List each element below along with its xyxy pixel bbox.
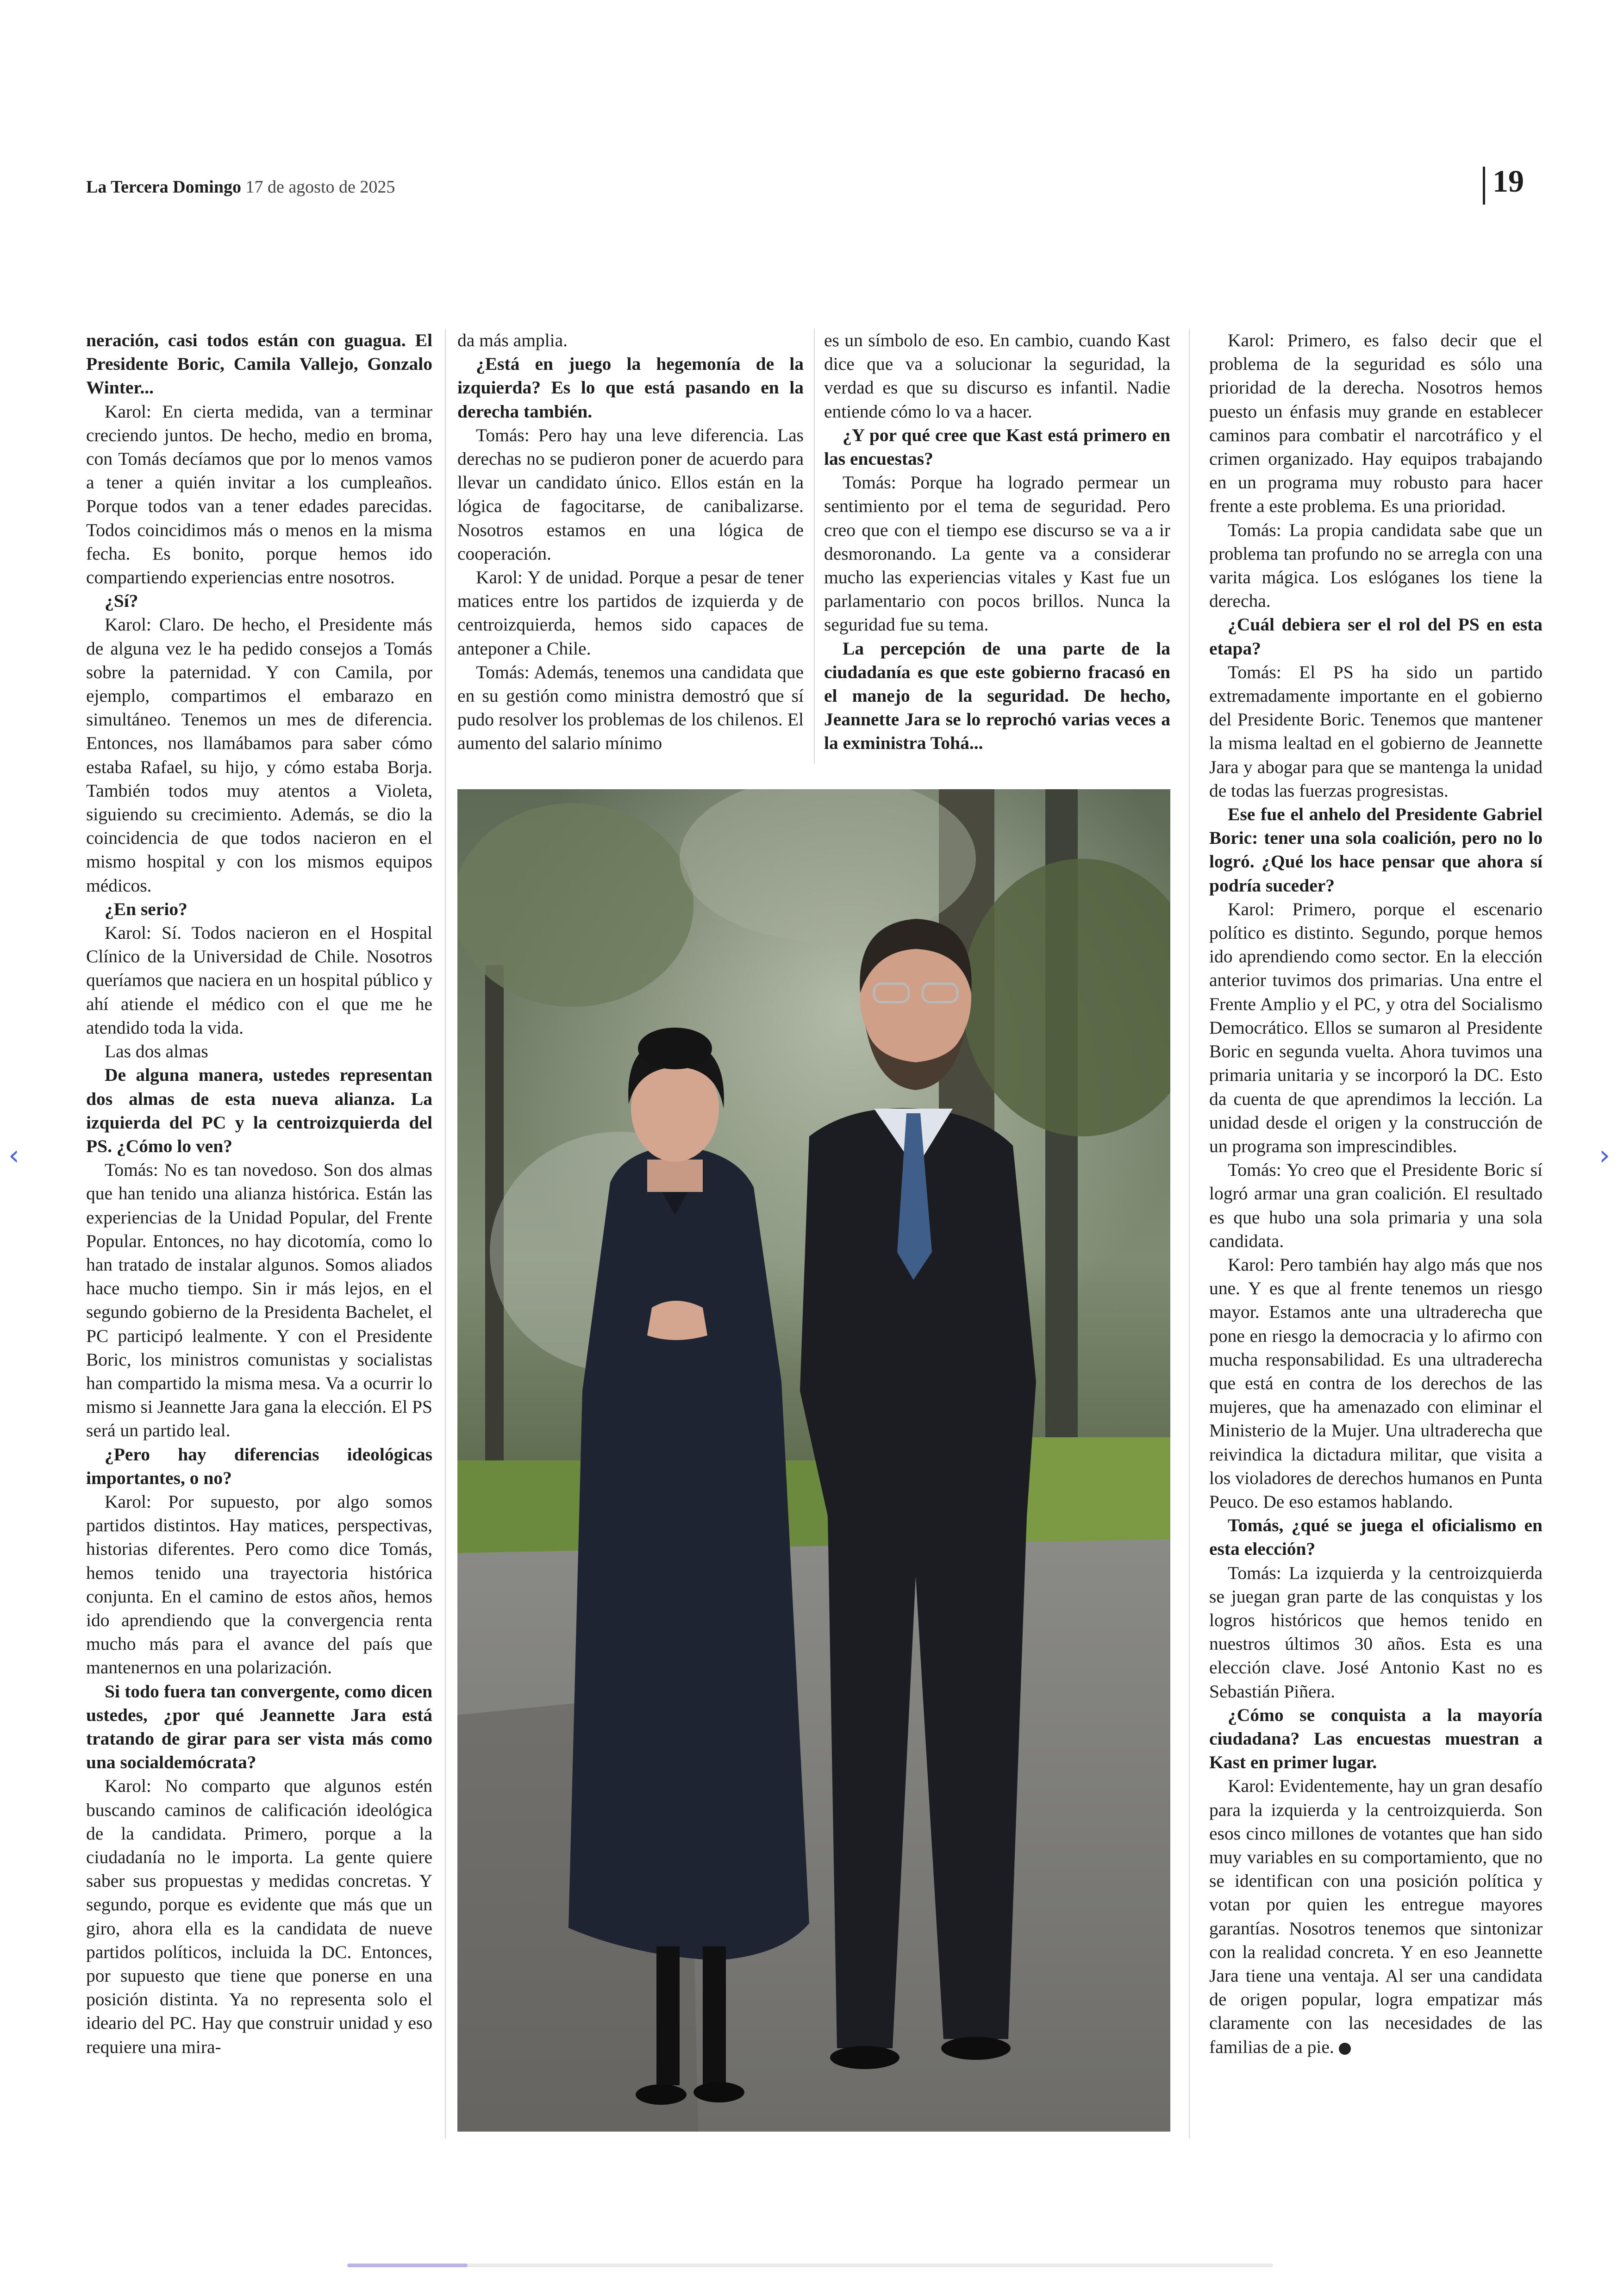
interview-question: ¿En serio? [105, 898, 187, 919]
chevron-right-icon: › [1599, 1139, 1610, 1172]
interview-question: ¿Cuál debiera ser el rol del PS en esta etapa? [1209, 614, 1543, 659]
article-column-3 [824, 329, 1170, 764]
article-paragraph: Tomás: Porque ha logrado permear un sentimiento por el tema de seguridad. Pero creo que con el tiempo ese discurso se va a ir desmoronando. La gente va a considerar mucho las experiencias vitales y Kast fue un parlamentario con pocos brillos. Nunca la seguridad fue su tema. [824, 472, 1170, 635]
publication-date: 17 de agosto de 2025 [245, 177, 395, 197]
interview-question: La percepción de una parte de la ciudadanía es que este gobierno fracasó en el manejo de la seguridad. De hecho, Jeannette Jara se lo reprochó varias veces a la exministra Tohá... [824, 638, 1170, 754]
prev-page-button[interactable] [8, 1141, 27, 1170]
page-number-rule [1483, 167, 1485, 205]
interview-question: Ese fue el anhelo del Presidente Gabriel Boric: tener una sola coalición, pero no lo logró. ¿Qué los hace pensar que ahora sí podría suceder? [1209, 804, 1543, 896]
article-paragraph: Karol: No comparto que algunos estén buscando caminos de calificación ideológica de la candidata. Primero, porque a la ciudadanía no le importa. La gente quiere saber sus propuestas y medidas concretas. Y segundo, porque es evidente que más que un giro, ahora ella es la candidata de nueve partidos políticos, incluida la DC. Entonces, por supuesto que tiene que ponerse en una posición distinta. Ya no representa solo el ideario del PC. Hay que construir unidad y eso requiere una mira- [86, 1776, 432, 2057]
interview-question: Si todo fuera tan convergente, como dicen ustedes, ¿por qué Jeannette Jara está tratando de girar para ser vista más como una socialdemócrata? [86, 1681, 432, 1773]
interview-photo [457, 789, 1170, 2132]
interview-question: De alguna manera, ustedes representan dos almas de esta nueva alianza. La izquierda del PC y la centroizquierda del PS. ¿Cómo lo ven? [86, 1065, 432, 1156]
article-paragraph: Karol: Primero, porque el escenario político es distinto. Segundo, porque hemos ido aprendiendo como sector. En la elección anterior tuvimos dos primarias. Una entre el Frente Amplio y el PC, y otra del Socialismo Democrático. Ellos se sumaron al Presidente Boric en segunda vuelta. Ahora tuvimos una primaria unitaria y se incorporó la DC. Esto da cuenta de que aprendimos la lección. La unidad desde el origen y la construcción de un programa son imprescindibles. [1209, 898, 1543, 1156]
photo-illustration [457, 789, 1170, 2132]
article-paragraph: Tomás: Pero hay una leve diferencia. Las derechas no se pudieron poner de acuerdo para llevar un candidato único. Ellos están en la lógica de fagocitarse, de canibalizarse. Nosotros estamos en una lógica de cooperación. [457, 424, 804, 564]
next-page-button[interactable] [1599, 1141, 1618, 1170]
article-paragraph: Karol: Por supuesto, por algo somos partidos distintos. Hay matices, perspectivas, historias diferentes. Pero como dice Tomás, hemos tenido una trayectoria histórica conjunta. En el camino de estos años, hemos ido aprendiendo que la convergencia renta mucho más para el avance del país que mantenernos en una polarización. [86, 1491, 432, 1678]
interview-question: ¿Y por qué cree que Kast está primero en las encuestas? [824, 424, 1170, 469]
interview-question: Tomás, ¿qué se juega el oficialismo en esta elección? [1209, 1515, 1543, 1559]
section-heading: Las dos almas [105, 1041, 208, 1062]
column-divider [1189, 329, 1190, 2139]
article-paragraph: Karol: Y de unidad. Porque a pesar de tener matices entre los partidos de izquierda y de centroizquierda, hemos sido capaces de anteponer a Chile. [457, 567, 804, 659]
article-paragraph: es un símbolo de eso. En cambio, cuando Kast dice que va a solucionar la seguridad, la verdad es que su discurso es infantil. Nadie entiende cómo lo va a hacer. [824, 330, 1170, 422]
column-divider [814, 329, 815, 764]
page-progress-fill [347, 2264, 468, 2267]
interview-question: neración, casi todos están con guagua. El Presidente Boric, Camila Vallejo, Gonzalo Winter... [86, 330, 432, 398]
publication-name: La Tercera Domingo [86, 177, 241, 197]
article-column-1 [86, 329, 432, 2143]
page-header [86, 163, 1544, 222]
column-divider [445, 329, 446, 2139]
chevron-left-icon: ‹ [8, 1139, 19, 1172]
interview-question: ¿Sí? [105, 591, 138, 611]
article-paragraph: Tomás: Además, tenemos una candidata que en su gestión como ministra demostró que sí pudo resolver los problemas de los chilenos. El aumento del salario mínimo [457, 661, 804, 754]
page-progress-bar[interactable] [347, 2264, 1273, 2267]
article-paragraph: Tomás: La izquierda y la centroizquierda se juegan gran parte de las conquistas y los logros históricos que hemos tenido en nuestros últimos 30 años. Esta es una elección clave. José Antonio Kast no es Sebastián Piñera. [1209, 1562, 1543, 1702]
article-paragraph: Tomás: Yo creo que el Presidente Boric sí logró armar una gran coalición. El resultado es que hubo una sola primaria y una sola candidata. [1209, 1160, 1543, 1251]
publication-line [86, 177, 395, 197]
article-paragraph: Karol: Evidentemente, hay un gran desafío para la izquierda y la centroizquierda. Son esos cinco millones de votantes que han sido muy variables en su comportamiento, que no se identifican con una posición política y votan por quien les entregue mayores garantías. Nosotros tenemos que sintonizar con la realidad concreta. Y en eso Jeannette Jara tiene una ventaja. Al ser una candidata de origen popular, logra empatizar más claramente con las necesidades de las familias de a pie. [1209, 1776, 1543, 2057]
article-paragraph: Tomás: La propia candidata sabe que un problema tan profundo no se arregla con una varita mágica. Los eslóganes los tiene la derecha. [1209, 519, 1543, 611]
end-of-article-icon [1339, 2043, 1351, 2055]
interview-question: ¿Pero hay diferencias ideológicas importantes, o no? [86, 1444, 432, 1488]
article-paragraph: Karol: Pero también hay algo más que nos une. Y es que al frente tenemos un riesgo mayor. Estamos ante una ultraderecha que pone en riesgo la democracia y lo afirmo con mucha responsabilidad. Es una ultraderecha que está en contra de los derechos de las mujeres, que ha amenazado con eliminar el Ministerio de la Mujer. Una ultraderecha que reivindica la dictadura militar, que visita a los violadores de derechos humanos en Punta Peuco. De eso estamos hablando. [1209, 1254, 1543, 1512]
article-column-4 [1209, 329, 1543, 2143]
article-paragraph: Karol: En cierta medida, van a terminar creciendo juntos. De hecho, medio en broma, con Tomás decíamos que por lo menos vamos a tener a quién invitar a los cumpleaños. Porque todos van a tener edades parecidas. Todos coincidimos más o menos en la misma fecha. Es bonito, porque hemos ido compartiendo experiencias entre nosotros. [86, 401, 432, 588]
article-paragraph: Karol: Primero, es falso decir que el problema de la seguridad es sólo una prioridad de la derecha. Nosotros hemos puesto un énfasis muy grande en establecer caminos para combatir el narcotráfico y el crimen organizado. Hay equipos trabajando en un programa muy robusto para hacer frente a este problema. Es una prioridad. [1209, 330, 1543, 517]
page-number: 19 [1493, 163, 1524, 199]
article-paragraph: Karol: Sí. Todos nacieron en el Hospital Clínico de la Universidad de Chile. Nosotros queríamos que naciera en un hospital público y ahí atiende el médico con el que me he atendido toda la vida. [86, 923, 432, 1038]
article-column-2 [457, 329, 804, 764]
article-paragraph: da más amplia. [457, 330, 568, 350]
interview-question: ¿Está en juego la hegemonía de la izquierda? Es lo que está pasando en la derecha también. [457, 354, 804, 422]
interview-question: ¿Cómo se conquista a la mayoría ciudadana? Las encuestas muestran a Kast en primer lugar. [1209, 1704, 1543, 1773]
article-paragraph: Tomás: No es tan novedoso. Son dos almas que han tenido una alianza histórica. Están las experiencias de la Unidad Popular, del Frente Popular. Entonces, no hay dicotomía, como lo han tratado de instalar algunos. Somos aliados hace mucho tiempo. Sin ir más lejos, en el segundo gobierno de la Presidenta Bachelet, el PC participó lealmente. Y con el Presidente Boric, los ministros comunistas y socialistas han compartido la misma mesa. Va a ocurrir lo mismo si Jeannette Jara gana la elección. El PS será un partido leal. [86, 1160, 432, 1441]
article-paragraph: Tomás: El PS ha sido un partido extremadamente importante en el gobierno del Presidente Boric. Tenemos que mantener la misma lealtad en el gobierno de Jeannette Jara y abogar para que se mantenga la unidad de todas las fuerzas progresistas. [1209, 661, 1543, 801]
article-paragraph: Karol: Claro. De hecho, el Presidente más de alguna vez le ha pedido consejos a Tomás sobre la paternidad. Y con Camila, por ejemplo, compartimos el embarazo en simultáneo. Tenemos un mes de diferencia. Entonces, nos llamábamos para saber cómo estaba Rafael, su hijo, y cómo estaba Borja. También todos muy atentos a Violeta, siguiendo su crecimiento. Además, se dio la coincidencia de que todos nacieron en el mismo hospital y con los mismos equipos médicos. [86, 614, 432, 896]
